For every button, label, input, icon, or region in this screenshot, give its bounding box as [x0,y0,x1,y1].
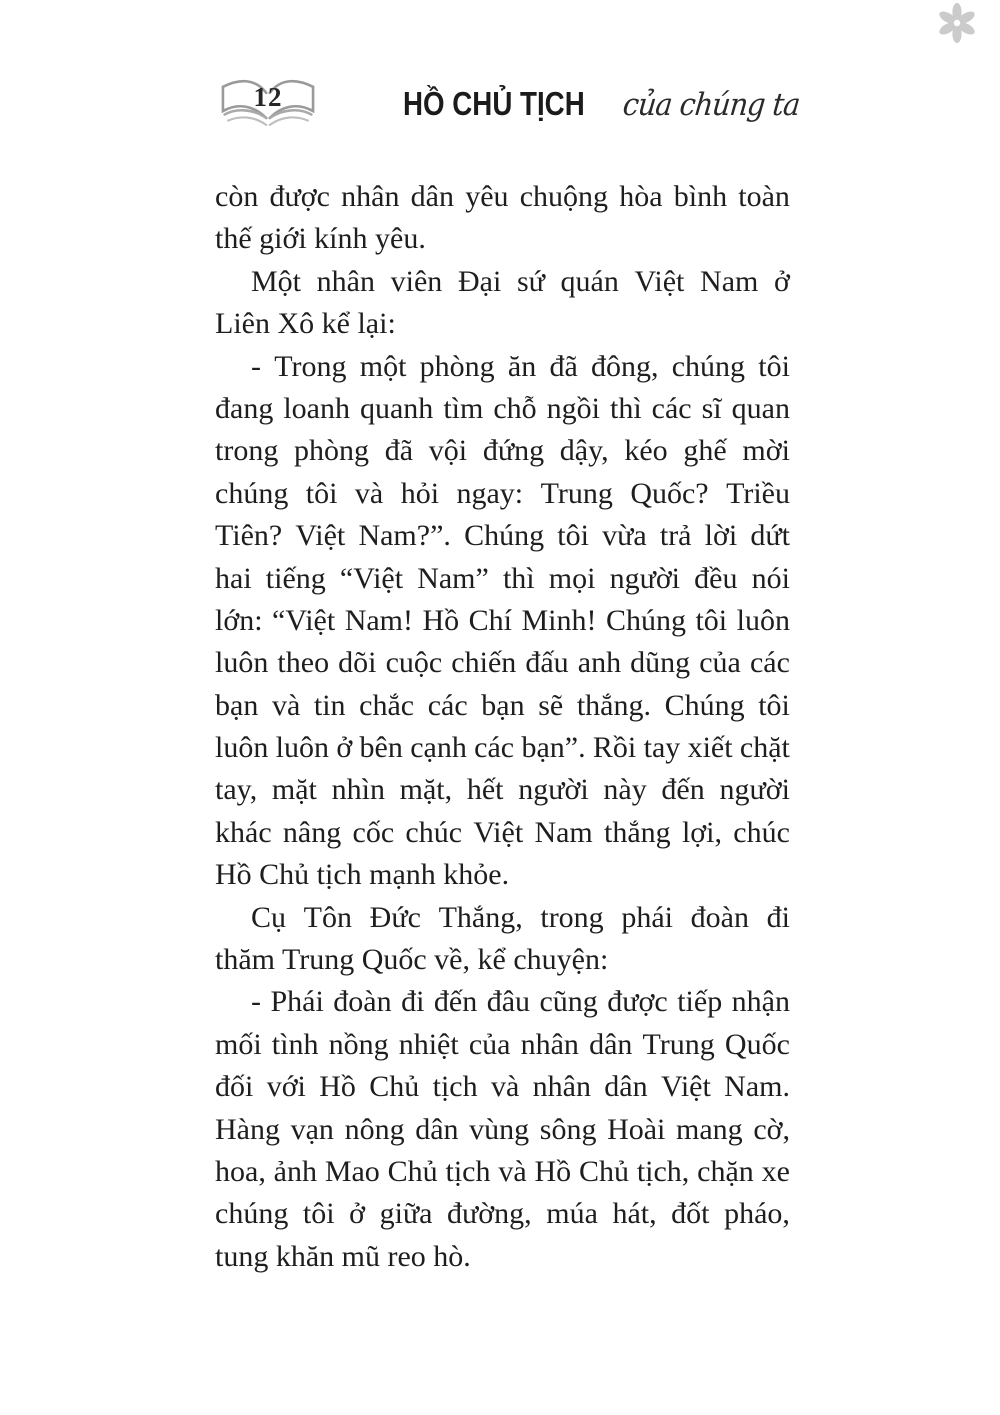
word: còn [215,180,259,213]
paragraph [215,176,790,261]
word: chúc [405,815,463,849]
word: Việt [660,1070,711,1104]
word: dõi [338,646,377,680]
word: Nam” [417,561,489,595]
word: và [498,1154,527,1188]
word: của [468,1027,511,1061]
word: bên [359,731,403,765]
text-line [215,769,790,811]
word: tay [643,731,681,765]
word: ngồi [546,391,600,425]
word: thì [502,561,535,595]
word: đoàn [333,985,392,1019]
word: bạn [215,688,259,722]
word: Đức [369,900,421,934]
word: lớn: [215,603,263,637]
word: dứt [750,519,790,553]
word: đi [766,900,790,934]
word: dân [415,1112,459,1146]
word: thì [610,391,642,425]
word: hòa [619,180,663,213]
word: nhân [520,1027,579,1061]
word: trong [540,900,604,934]
paragraph [215,261,790,346]
text-line [215,346,790,388]
word: và [490,1070,520,1104]
word: chiến [451,646,517,680]
word: vùng [469,1112,530,1146]
word: cuộc [385,646,443,680]
text-line [215,642,790,684]
word: luôn [215,646,269,680]
word: vạn [290,1112,334,1146]
word: Nam [534,815,593,849]
word: đấu [525,646,569,680]
word: nhận [731,985,790,1019]
text-line: Hồ Chủ tịch mạnh khỏe. [215,858,510,892]
word: đến [661,773,705,807]
word: nhìn [331,773,385,807]
word: chặt [739,731,790,765]
word: toàn [738,180,790,213]
word: pháo, [724,1197,790,1231]
paragraph [215,346,790,897]
word: một [359,349,407,383]
word: hai [215,561,252,595]
word: ở [774,264,790,298]
text-line [215,897,790,939]
word: Chúng [664,688,745,722]
word: đứng [482,434,545,468]
word: và [271,688,301,722]
word: tịch, [636,1154,690,1188]
word: sẽ [538,688,564,722]
word: Nam [700,264,759,298]
word: Tôn [303,900,352,934]
word: chỗ [493,391,537,425]
word: múa [546,1197,598,1231]
page-number-badge [216,70,320,140]
word: cờ, [753,1112,790,1146]
word: vội [428,434,468,468]
word: tiếng [265,561,326,595]
word: ghế [683,434,727,468]
word: quan [731,391,790,425]
word: xiết [687,731,733,765]
word: chúng [215,476,289,510]
word: tình [271,1027,319,1061]
word: kéo [624,434,668,468]
word: ở [349,1197,365,1231]
word: dân [604,1070,648,1104]
word: tay, [215,773,258,807]
word: Chí [468,603,512,637]
word: Trung [540,476,613,510]
word: Nam?”. [358,519,451,553]
word: luôn [215,731,269,765]
word: Hồ [319,1070,356,1104]
header-title-main: HỒ CHỦ TỊCH [403,85,585,122]
word: chúc [733,815,790,849]
word: chặn [697,1154,754,1188]
word: cũng [539,985,598,1019]
word: chúng [215,1197,289,1231]
word: đã [384,434,414,468]
word: đốt [671,1197,710,1231]
word: Chủ [369,1070,420,1104]
word: các [651,391,692,425]
word: anh [577,646,622,680]
word: nói [751,561,790,595]
word: các [749,646,790,680]
word: Thắng, [438,900,523,934]
word: nông [344,1112,405,1146]
word: theo [277,646,330,680]
word: Trong [274,349,347,383]
word: cạnh [410,731,467,765]
word: đều [694,561,738,595]
word: “Việt [272,603,336,637]
text-line [215,1109,790,1151]
word: đường, [447,1197,532,1231]
word: các [427,688,468,722]
word: Chúng [464,519,545,553]
text-line [215,176,790,218]
word: sông [539,1112,597,1146]
word: Mao [324,1154,380,1188]
text-line [215,430,790,472]
word: tôi [305,476,338,510]
word: sứ [516,264,545,298]
word: mời [742,434,790,468]
word: tin [313,688,346,722]
text-line [215,515,790,557]
word: nồng [328,1027,389,1061]
word: tịch [445,1154,491,1188]
word: Trung [642,1027,715,1061]
text-line: thăm Trung Quốc về, kể chuyện: [215,943,609,977]
word: quán [560,264,619,298]
word: loanh [283,391,350,425]
word: khác [215,815,272,849]
text-line [215,981,790,1023]
word: viên [390,264,443,298]
word: Tiên? [215,519,283,553]
word: mọi [548,561,596,595]
flower-ornament-icon [936,2,978,44]
word: Phái [270,985,324,1019]
word: tịch [432,1070,478,1104]
word: Một [251,264,302,298]
word: tôi [758,688,790,722]
word: mặt, [399,773,453,807]
word: dậy, [559,434,609,468]
word: sĩ [701,391,722,425]
word: “Việt [339,561,404,595]
paragraph [215,981,790,1278]
word: bạn [481,688,525,722]
page-number: 12 [253,82,283,112]
word: và [354,476,384,510]
running-header [403,84,813,128]
word: đến [433,985,478,1019]
word: thắng [604,815,671,849]
word: lời [704,519,738,553]
word: trả [659,519,692,553]
paragraph [215,897,790,982]
word: Hoài [607,1112,666,1146]
text-line [215,1151,790,1193]
word: với [266,1070,306,1104]
word: của [699,646,741,680]
word: Quốc [724,1027,790,1061]
word: hỏi [400,476,440,510]
word: phòng [294,434,370,468]
word: yêu [465,180,509,213]
word: tôi [695,603,728,637]
word: dân [410,180,454,213]
word: Đại [457,264,502,298]
word: ảnh [273,1154,317,1188]
word: quanh [359,391,434,425]
text-line [215,261,790,303]
text-line [215,388,790,430]
word: luôn [275,731,330,765]
word: Nam. [724,1070,790,1104]
word: tìm [443,391,484,425]
text-line [215,1066,790,1108]
word: hết [466,773,504,807]
word: Việt [634,264,685,298]
word: đối [215,1070,254,1104]
word: Minh! [521,603,597,637]
text-line [215,685,790,727]
word: Cụ [251,900,287,934]
word: Rồi [592,731,637,765]
word: được [269,180,330,213]
word: ở [336,731,353,765]
word: đâu [486,985,531,1019]
text-line: Liên Xô kể lại: [215,307,396,341]
text-line [215,1024,790,1066]
word: hoa, [215,1154,266,1188]
word: cốc [352,815,395,849]
word: Nam! [344,603,413,637]
word: đang [215,391,274,425]
word: đã [549,349,578,383]
word: phòng [419,349,495,383]
word: nhân [341,180,400,213]
word: Chúng [605,603,686,637]
word: ăn [507,349,537,383]
word: Triều [726,476,790,510]
word: Việt [473,815,524,849]
word: tôi [557,519,589,553]
word: ngay: [456,476,524,510]
header-title-script: của chúng ta [621,87,802,123]
word: chúng [671,349,746,383]
word: tiếp [677,985,723,1019]
text-line [215,600,790,642]
word: mặt [271,773,317,807]
word: bình [673,180,728,213]
word: đoàn [690,900,749,934]
word: Chủ [578,1154,629,1188]
word: Hồ [422,603,460,637]
word: mang [676,1112,743,1146]
word: bạn”. [521,731,586,765]
text-line [215,1193,790,1235]
word: người [518,773,589,807]
word: nhân [316,264,375,298]
word: lợi, [681,815,722,849]
word: phái [621,900,673,934]
word: Hàng [215,1112,280,1146]
word: nhân [532,1070,591,1104]
text-line [215,727,790,769]
word: trong [215,434,279,468]
word: nhiệt [398,1027,459,1061]
word: - [251,349,261,383]
word: tôi [758,349,790,383]
word: mối [215,1027,262,1061]
word: - [251,985,261,1019]
word: Hồ [534,1154,572,1188]
word: xe [761,1154,790,1188]
text-line: thế giới kính yêu. [215,222,426,256]
word: nâng [282,815,342,849]
word: người [609,561,681,595]
word: dân [589,1027,633,1061]
word: tôi [302,1197,335,1231]
word: giữa [379,1197,433,1231]
page-body [215,176,790,1278]
word: Việt [295,519,346,553]
word: chuộng [519,180,609,213]
word: luôn [736,603,790,637]
word: Chủ [387,1154,438,1188]
text-line [215,558,790,600]
word: đi [401,985,425,1019]
word: các [474,731,515,765]
text-line [215,473,790,515]
word: dũng [630,646,691,680]
text-line: tung khăn mũ reo hò. [215,1239,471,1273]
text-line [215,812,790,854]
word: Quốc? [630,476,709,510]
word: này [603,773,647,807]
word: được [607,985,668,1019]
word: người [719,773,790,807]
word: hát, [612,1197,657,1231]
word: đông, [591,349,659,383]
word: thắng. [576,688,651,722]
word: vừa [602,519,647,553]
word: chắc [359,688,415,722]
